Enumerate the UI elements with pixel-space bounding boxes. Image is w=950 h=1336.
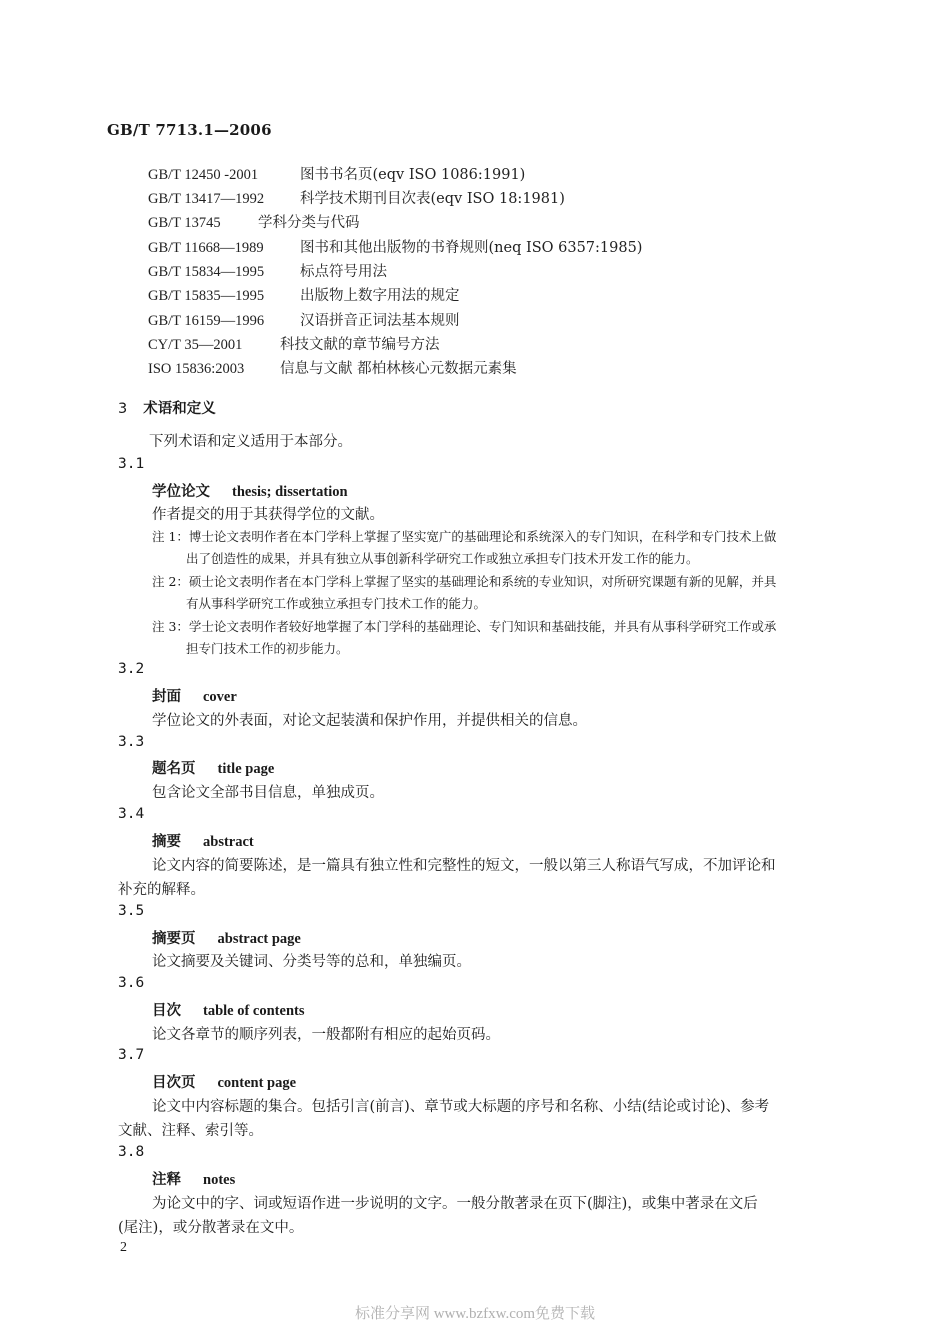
term-definition: 论文中内容标题的集合。包括引言(前言)、章节或大标题的序号和名称、小结(结论或讨论)、参考 — [152, 1099, 770, 1115]
term-definition: 学位论文的外表面，对论文起装潢和保护作用，并提供相关的信息。 — [152, 713, 587, 729]
section-heading: 3 术语和定义 — [118, 401, 216, 417]
term-definition: 论文各章节的顺序列表，一般都附有相应的起始页码。 — [152, 1027, 500, 1043]
reference-item: GB/T 12450 -2001 图书书名页(eqv ISO 1086:1991) — [148, 167, 526, 183]
reference-item: GB/T 15835—1995 出版物上数字用法的规定 — [148, 288, 460, 304]
term-heading: 目次页 content page — [152, 1074, 297, 1091]
clause-number: 3.4 — [118, 806, 145, 822]
term-heading: 注释 notes — [152, 1171, 236, 1188]
clause-number: 3.5 — [118, 903, 145, 919]
term-heading: 摘要 abstract — [152, 833, 254, 850]
section-intro: 下列术语和定义适用于本部分。 — [149, 434, 352, 450]
term-heading: 目次 table of contents — [152, 1002, 305, 1019]
term-definition-cont: (尾注)，或分散著录在文中。 — [118, 1220, 304, 1236]
term-definition: 论文摘要及关键词、分类号等的总和，单独编页。 — [152, 954, 471, 970]
term-definition: 论文内容的简要陈述，是一篇具有独立性和完整性的短文，一般以第三人称语气写成，不加评论和 — [152, 858, 776, 874]
term-definition: 作者提交的用于其获得学位的文献。 — [152, 507, 384, 523]
reference-item: ISO 15836:2003 信息与文献 都柏林核心元数据元素集 — [148, 361, 517, 377]
page-number: 2 — [120, 1240, 127, 1255]
clause-number: 3.6 — [118, 975, 145, 991]
clause-number: 3.3 — [118, 734, 145, 750]
reference-item: GB/T 13745 学科分类与代码 — [148, 215, 360, 231]
term-definition: 为论文中的字、词或短语作进一步说明的文字。一般分散著录在页下(脚注)，或集中著录在文后 — [152, 1196, 758, 1212]
standard-header: GB/T 7713.1—2006 — [107, 121, 272, 139]
note-item: 注 1：博士论文表明作者在本门学科上掌握了坚实宽广的基础理论和系统深入的专门知识，在科学和专门技术上做 — [152, 529, 777, 544]
note-item: 注 2：硕士论文表明作者在本门学科上掌握了坚实的基础理论和系统的专业知识，对所研究课题有新的见解，并具 — [152, 574, 777, 589]
term-definition: 包含论文全部书目信息，单独成页。 — [152, 785, 384, 801]
term-heading: 封面 cover — [152, 688, 237, 705]
note-item-cont: 有从事科学研究工作或独立承担专门技术工作的能力。 — [186, 596, 487, 611]
clause-number: 3.1 — [118, 456, 145, 472]
reference-item: GB/T 13417—1992 科学技术期刊目次表(eqv ISO 18:1981) — [148, 191, 565, 207]
clause-number: 3.2 — [118, 661, 145, 677]
reference-item: CY/T 35—2001 科技文献的章节编号方法 — [148, 337, 440, 353]
clause-number: 3.7 — [118, 1047, 145, 1063]
term-heading: 摘要页 abstract page — [152, 930, 301, 947]
note-item-cont: 出了创造性的成果，并具有独立从事创新科学研究工作或独立承担专门技术开发工作的能力。 — [186, 551, 699, 566]
note-item: 注 3：学士论文表明作者较好地掌握了本门学科的基础理论、专门知识和基础技能，并具有从事科学研究工作或承 — [152, 619, 777, 634]
reference-item: GB/T 15834—1995 标点符号用法 — [148, 264, 387, 280]
clause-number: 3.8 — [118, 1144, 145, 1160]
term-heading: 学位论文 thesis; dissertation — [152, 483, 348, 500]
note-item-cont: 担专门技术工作的初步能力。 — [186, 641, 349, 656]
watermark: 标准分享网 www.bzfxw.com免费下载 — [354, 1306, 596, 1322]
term-definition-cont: 补充的解释。 — [118, 882, 205, 898]
reference-item: GB/T 11668—1989 图书和其他出版物的书脊规则(neq ISO 6357:1985) — [148, 240, 643, 256]
reference-item: GB/T 16159—1996 汉语拼音正词法基本规则 — [148, 313, 460, 329]
term-definition-cont: 文献、注释、索引等。 — [118, 1123, 263, 1139]
term-heading: 题名页 title page — [152, 760, 275, 777]
